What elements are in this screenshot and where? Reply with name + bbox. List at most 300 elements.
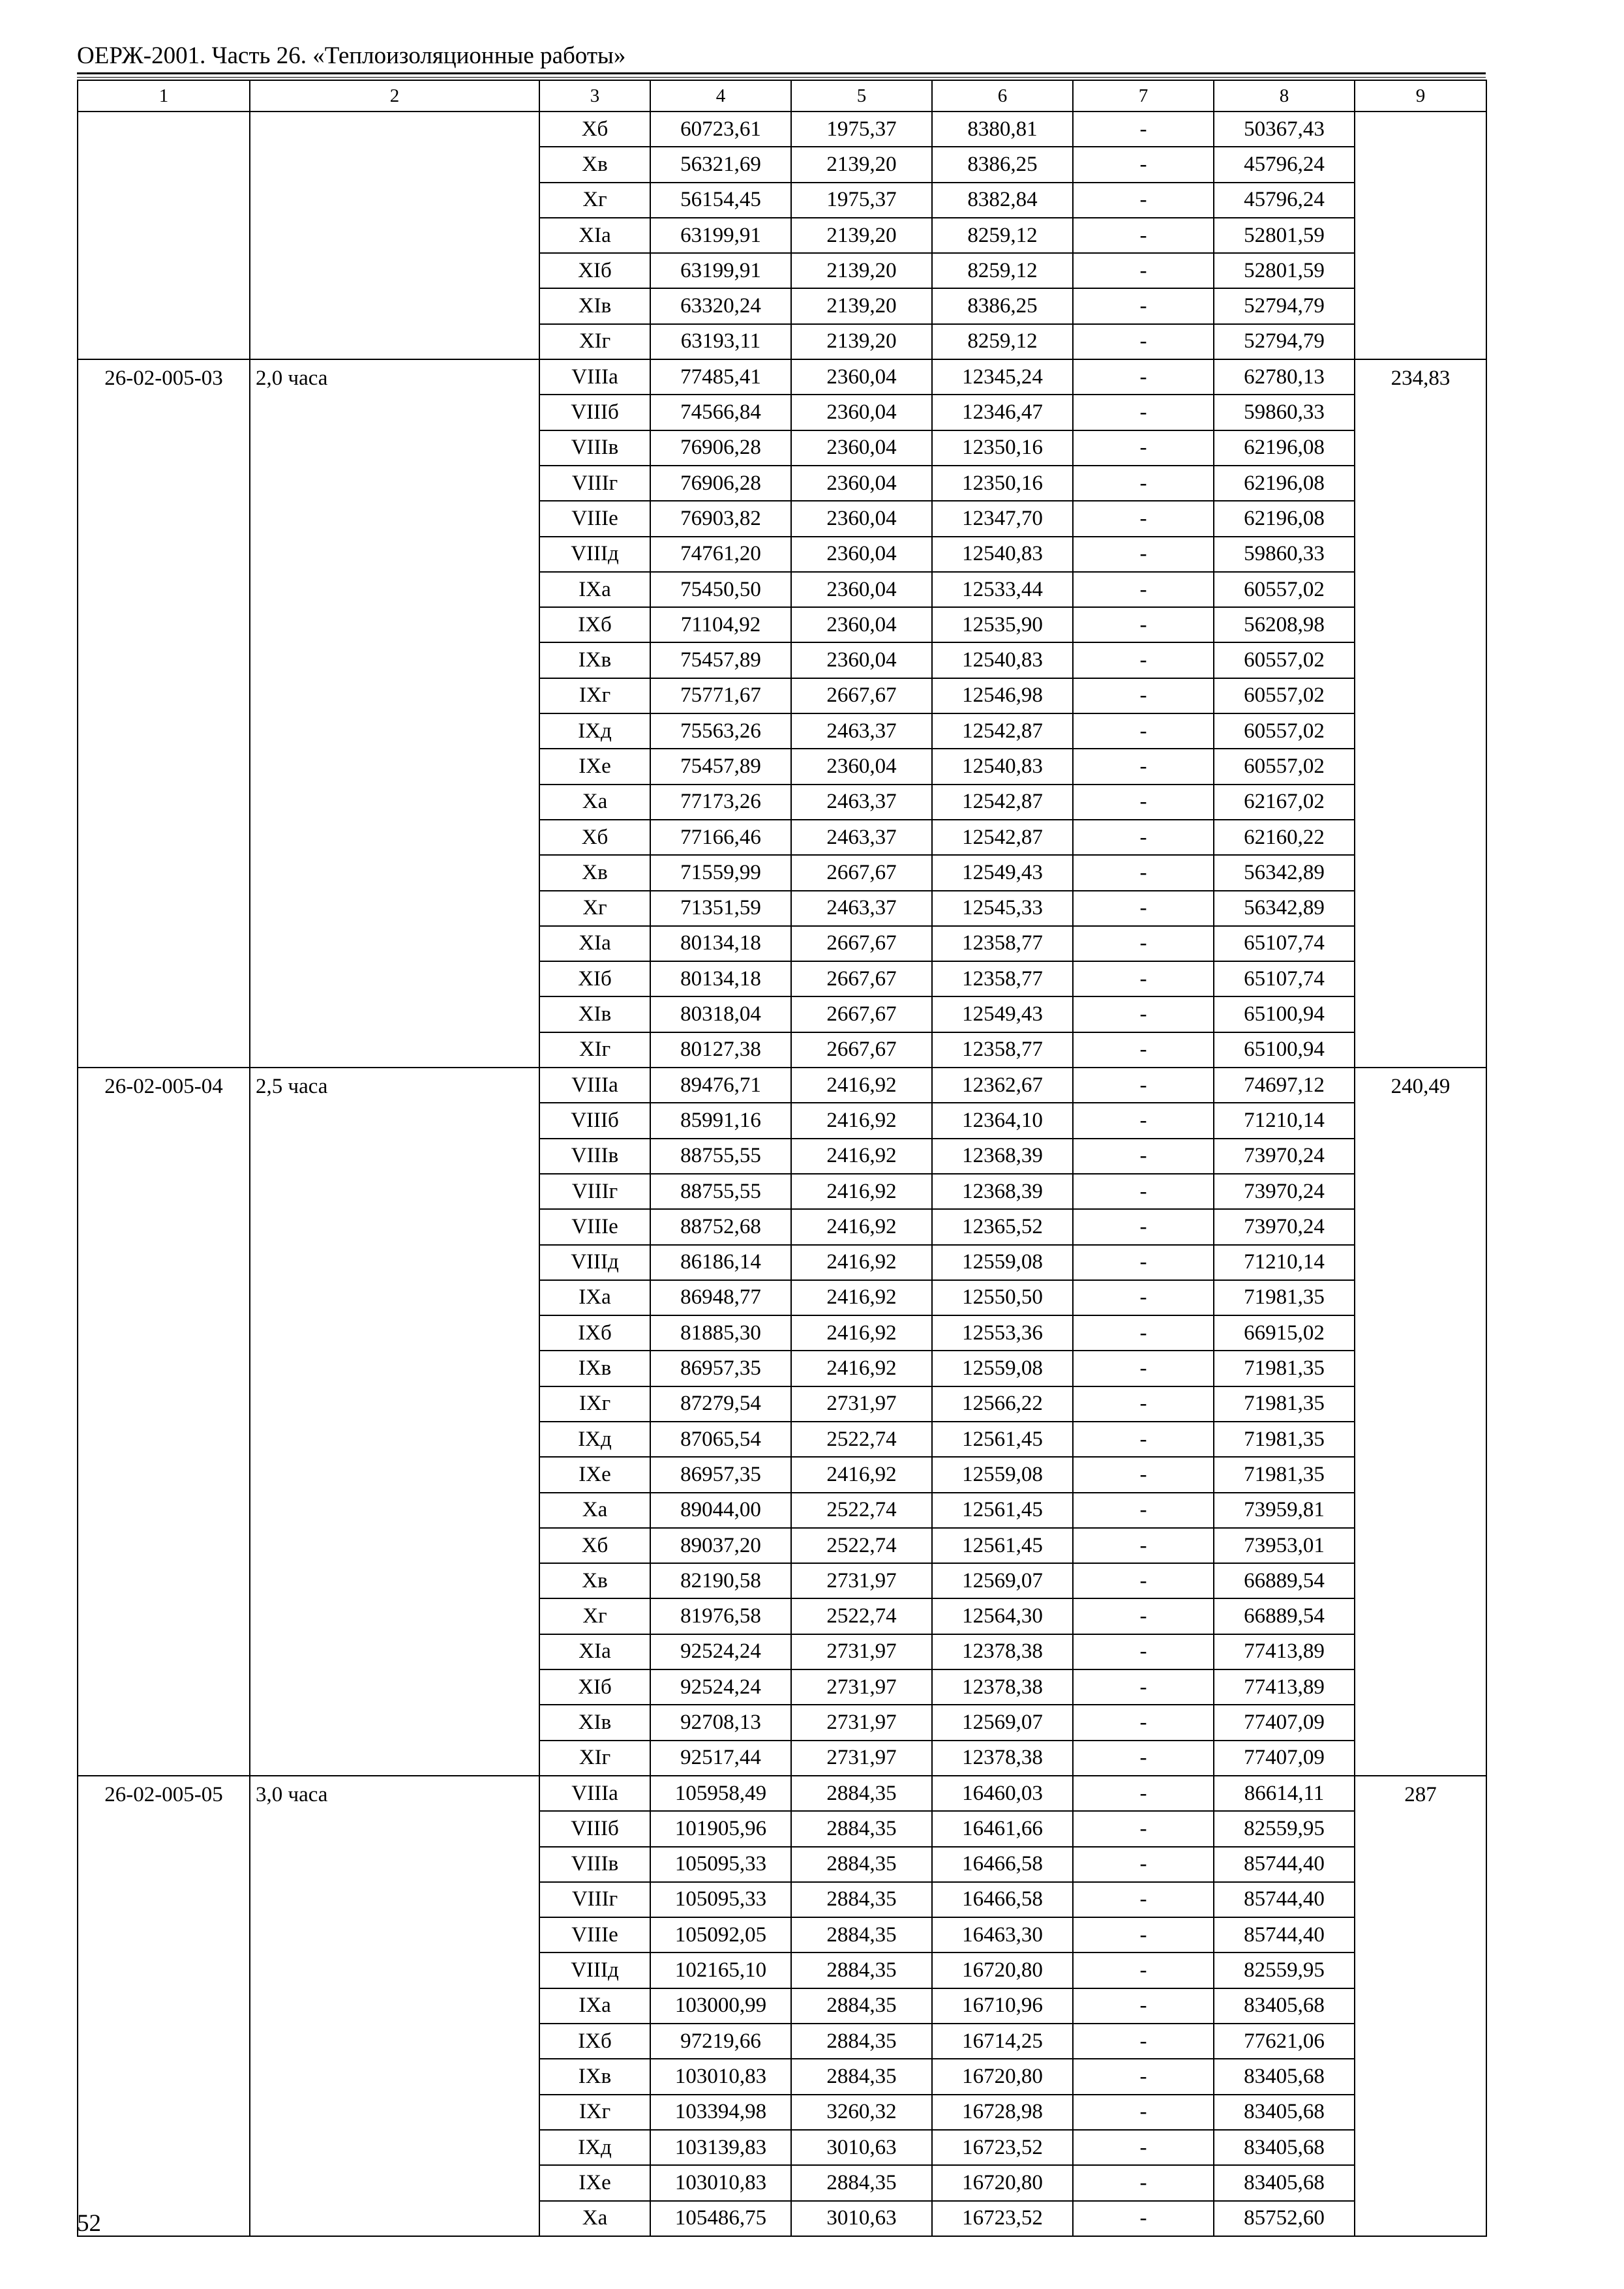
machine-cell: 12553,36 xyxy=(932,1315,1073,1351)
wage-cell: 2463,37 xyxy=(791,785,932,820)
machine-cell: 12540,83 xyxy=(932,642,1073,678)
cost-cell: 77485,41 xyxy=(650,359,791,395)
machine-cell: 16710,96 xyxy=(932,1988,1073,2024)
driver-wage-cell: - xyxy=(1073,501,1214,536)
driver-wage-cell: - xyxy=(1073,1245,1214,1280)
zone-cell: IXд xyxy=(539,2130,650,2165)
wage-cell: 3010,63 xyxy=(791,2130,932,2165)
cost-cell: 75771,67 xyxy=(650,678,791,713)
price-table-body xyxy=(78,80,1486,2236)
material-cell: 56342,89 xyxy=(1214,855,1355,890)
column-number: 4 xyxy=(650,80,791,112)
wage-cell: 2667,67 xyxy=(791,926,932,961)
labor-cost-cell: 240,49 xyxy=(1355,1068,1486,1776)
material-cell: 62167,02 xyxy=(1214,785,1355,820)
cost-cell: 75450,50 xyxy=(650,572,791,607)
wage-cell: 2360,04 xyxy=(791,395,932,430)
machine-cell: 16720,80 xyxy=(932,1952,1073,1988)
cost-cell: 105486,75 xyxy=(650,2201,791,2236)
wage-cell: 3010,63 xyxy=(791,2201,932,2236)
machine-cell: 8259,12 xyxy=(932,324,1073,359)
driver-wage-cell: - xyxy=(1073,926,1214,961)
wage-cell: 2139,20 xyxy=(791,147,932,182)
machine-cell: 8386,25 xyxy=(932,147,1073,182)
zone-cell: Xa xyxy=(539,2201,650,2236)
zone-cell: IXв xyxy=(539,1351,650,1386)
wage-cell: 2884,35 xyxy=(791,1917,932,1952)
machine-cell: 16463,30 xyxy=(932,1917,1073,1952)
zone-cell: Хб xyxy=(539,112,650,147)
material-cell: 56342,89 xyxy=(1214,891,1355,926)
zone-cell: VIIIв xyxy=(539,430,650,466)
wage-cell: 2416,92 xyxy=(791,1315,932,1351)
cost-cell: 88755,55 xyxy=(650,1174,791,1209)
wage-cell: 2884,35 xyxy=(791,2059,932,2094)
wage-cell: 2884,35 xyxy=(791,1811,932,1846)
column-number: 3 xyxy=(539,80,650,112)
zone-cell: Хг xyxy=(539,891,650,926)
wage-cell: 2731,97 xyxy=(791,1634,932,1669)
wage-cell: 2667,67 xyxy=(791,961,932,996)
cost-cell: 80127,38 xyxy=(650,1032,791,1068)
driver-wage-cell: - xyxy=(1073,607,1214,642)
machine-cell: 16461,66 xyxy=(932,1811,1073,1846)
cost-cell: 75457,89 xyxy=(650,749,791,784)
machine-cell: 16466,58 xyxy=(932,1847,1073,1882)
zone-cell: Хв xyxy=(539,147,650,182)
zone-cell: XIб xyxy=(539,1669,650,1705)
material-cell: 71981,35 xyxy=(1214,1386,1355,1422)
machine-cell: 16720,80 xyxy=(932,2165,1073,2200)
wage-cell: 2416,92 xyxy=(791,1103,932,1138)
wage-cell: 2884,35 xyxy=(791,1952,932,1988)
cost-cell: 86957,35 xyxy=(650,1457,791,1492)
zone-cell: VIIIг xyxy=(539,1174,650,1209)
zone-cell: XIa xyxy=(539,218,650,253)
zone-cell: XIв xyxy=(539,288,650,323)
material-cell: 77407,09 xyxy=(1214,1741,1355,1776)
zone-cell: Xa xyxy=(539,785,650,820)
cost-cell: 63199,91 xyxy=(650,218,791,253)
cost-cell: 74761,20 xyxy=(650,537,791,572)
material-cell: 52794,79 xyxy=(1214,288,1355,323)
driver-wage-cell: - xyxy=(1073,2024,1214,2059)
cost-cell: 77173,26 xyxy=(650,785,791,820)
machine-cell: 16728,98 xyxy=(932,2095,1073,2130)
table-row xyxy=(78,112,1486,147)
material-cell: 73959,81 xyxy=(1214,1493,1355,1528)
wage-cell: 2416,92 xyxy=(791,1139,932,1174)
zone-cell: IXa xyxy=(539,1988,650,2024)
wage-cell: 2360,04 xyxy=(791,749,932,784)
cost-cell: 103010,83 xyxy=(650,2059,791,2094)
material-cell: 59860,33 xyxy=(1214,395,1355,430)
machine-cell: 12358,77 xyxy=(932,961,1073,996)
labor-cost-cell: 287 xyxy=(1355,1776,1486,2236)
cost-cell: 89044,00 xyxy=(650,1493,791,1528)
material-cell: 65100,94 xyxy=(1214,996,1355,1032)
zone-cell: VIIIв xyxy=(539,1139,650,1174)
material-cell: 85744,40 xyxy=(1214,1917,1355,1952)
cost-cell: 89476,71 xyxy=(650,1068,791,1103)
zone-cell: VIIIг xyxy=(539,1882,650,1917)
wage-cell: 2463,37 xyxy=(791,820,932,855)
wage-cell: 2884,35 xyxy=(791,2165,932,2200)
zone-cell: VIIIб xyxy=(539,395,650,430)
zone-cell: IXд xyxy=(539,713,650,749)
material-cell: 71981,35 xyxy=(1214,1280,1355,1315)
zone-cell: VIIIд xyxy=(539,1245,650,1280)
material-cell: 74697,12 xyxy=(1214,1068,1355,1103)
material-cell: 71210,14 xyxy=(1214,1103,1355,1138)
driver-wage-cell: - xyxy=(1073,749,1214,784)
zone-cell: VIIIб xyxy=(539,1103,650,1138)
material-cell: 77621,06 xyxy=(1214,2024,1355,2059)
material-cell: 71981,35 xyxy=(1214,1457,1355,1492)
driver-wage-cell: - xyxy=(1073,112,1214,147)
cost-cell: 74566,84 xyxy=(650,395,791,430)
material-cell: 60557,02 xyxy=(1214,572,1355,607)
machine-cell: 12362,67 xyxy=(932,1068,1073,1103)
table-row xyxy=(78,1776,1486,1811)
zone-cell: Хб xyxy=(539,1528,650,1563)
machine-cell: 12350,16 xyxy=(932,430,1073,466)
wage-cell: 2360,04 xyxy=(791,642,932,678)
zone-cell: XIг xyxy=(539,1032,650,1068)
material-cell: 83405,68 xyxy=(1214,2059,1355,2094)
material-cell: 65100,94 xyxy=(1214,1032,1355,1068)
driver-wage-cell: - xyxy=(1073,2059,1214,2094)
machine-cell: 12358,77 xyxy=(932,926,1073,961)
machine-cell: 12364,10 xyxy=(932,1103,1073,1138)
zone-cell: VIIIд xyxy=(539,1952,650,1988)
material-cell: 62196,08 xyxy=(1214,501,1355,536)
cost-cell: 85991,16 xyxy=(650,1103,791,1138)
cost-cell: 105095,33 xyxy=(650,1847,791,1882)
column-number: 7 xyxy=(1073,80,1214,112)
driver-wage-cell: - xyxy=(1073,1528,1214,1563)
machine-cell: 12566,22 xyxy=(932,1386,1073,1422)
driver-wage-cell: - xyxy=(1073,1741,1214,1776)
zone-cell: IXв xyxy=(539,2059,650,2094)
material-cell: 77413,89 xyxy=(1214,1669,1355,1705)
driver-wage-cell: - xyxy=(1073,996,1214,1032)
machine-cell: 12535,90 xyxy=(932,607,1073,642)
wage-cell: 2416,92 xyxy=(791,1068,932,1103)
driver-wage-cell: - xyxy=(1073,1811,1214,1846)
column-number: 2 xyxy=(250,80,539,112)
machine-cell: 12549,43 xyxy=(932,855,1073,890)
machine-cell: 12559,08 xyxy=(932,1351,1073,1386)
column-number: 6 xyxy=(932,80,1073,112)
machine-cell: 12350,16 xyxy=(932,466,1073,501)
cost-cell: 71104,92 xyxy=(650,607,791,642)
driver-wage-cell: - xyxy=(1073,1882,1214,1917)
material-cell: 45796,24 xyxy=(1214,183,1355,218)
wage-cell: 2360,04 xyxy=(791,572,932,607)
driver-wage-cell: - xyxy=(1073,1634,1214,1669)
column-number: 9 xyxy=(1355,80,1486,112)
cost-cell: 76903,82 xyxy=(650,501,791,536)
labor-cost-cell xyxy=(1355,112,1486,359)
machine-cell: 12542,87 xyxy=(932,713,1073,749)
cost-cell: 103139,83 xyxy=(650,2130,791,2165)
zone-cell: Хв xyxy=(539,855,650,890)
machine-cell: 12345,24 xyxy=(932,359,1073,395)
zone-cell: Хб xyxy=(539,820,650,855)
wage-cell: 2360,04 xyxy=(791,537,932,572)
zone-cell: IXд xyxy=(539,1422,650,1457)
cost-cell: 86186,14 xyxy=(650,1245,791,1280)
cost-cell: 56154,45 xyxy=(650,183,791,218)
wage-cell: 2667,67 xyxy=(791,855,932,890)
cost-cell: 63193,11 xyxy=(650,324,791,359)
machine-cell: 12561,45 xyxy=(932,1493,1073,1528)
driver-wage-cell: - xyxy=(1073,678,1214,713)
zone-cell: VIIIе xyxy=(539,1209,650,1244)
zone-cell: IXб xyxy=(539,1315,650,1351)
zone-cell: Хв xyxy=(539,1563,650,1598)
material-cell: 85752,60 xyxy=(1214,2201,1355,2236)
page-number: 52 xyxy=(77,2210,101,2237)
driver-wage-cell: - xyxy=(1073,1351,1214,1386)
table-row xyxy=(78,359,1486,395)
zone-cell: Xa xyxy=(539,1493,650,1528)
wage-cell: 2360,04 xyxy=(791,466,932,501)
material-cell: 83405,68 xyxy=(1214,2130,1355,2165)
machine-cell: 16720,80 xyxy=(932,2059,1073,2094)
material-cell: 56208,98 xyxy=(1214,607,1355,642)
cost-cell: 80134,18 xyxy=(650,961,791,996)
machine-cell: 12378,38 xyxy=(932,1741,1073,1776)
machine-cell: 12569,07 xyxy=(932,1563,1073,1598)
column-number-row xyxy=(78,80,1486,112)
zone-cell: XIв xyxy=(539,996,650,1032)
cost-cell: 81885,30 xyxy=(650,1315,791,1351)
cost-cell: 103000,99 xyxy=(650,1988,791,2024)
wage-cell: 2416,92 xyxy=(791,1457,932,1492)
machine-cell: 8380,81 xyxy=(932,112,1073,147)
wage-cell: 2463,37 xyxy=(791,891,932,926)
cost-cell: 56321,69 xyxy=(650,147,791,182)
driver-wage-cell: - xyxy=(1073,324,1214,359)
driver-wage-cell: - xyxy=(1073,253,1214,288)
driver-wage-cell: - xyxy=(1073,1917,1214,1952)
driver-wage-cell: - xyxy=(1073,147,1214,182)
zone-cell: VIIIе xyxy=(539,1917,650,1952)
wage-cell: 2884,35 xyxy=(791,1776,932,1811)
header-rule-thin xyxy=(77,77,1486,78)
machine-cell: 12559,08 xyxy=(932,1245,1073,1280)
wage-cell: 2731,97 xyxy=(791,1705,932,1740)
material-cell: 83405,68 xyxy=(1214,1988,1355,2024)
wage-cell: 1975,37 xyxy=(791,183,932,218)
cost-cell: 88752,68 xyxy=(650,1209,791,1244)
zone-cell: IXе xyxy=(539,749,650,784)
wage-cell: 2139,20 xyxy=(791,288,932,323)
wage-cell: 2139,20 xyxy=(791,218,932,253)
cost-cell: 103010,83 xyxy=(650,2165,791,2200)
rate-code-cell: 26-02-005-04 xyxy=(78,1068,250,1776)
material-cell: 85744,40 xyxy=(1214,1847,1355,1882)
zone-cell: IXб xyxy=(539,2024,650,2059)
material-cell: 62196,08 xyxy=(1214,430,1355,466)
material-cell: 66915,02 xyxy=(1214,1315,1355,1351)
driver-wage-cell: - xyxy=(1073,430,1214,466)
zone-cell: XIб xyxy=(539,253,650,288)
cost-cell: 75563,26 xyxy=(650,713,791,749)
wage-cell: 2884,35 xyxy=(791,1847,932,1882)
driver-wage-cell: - xyxy=(1073,1776,1214,1811)
machine-cell: 12368,39 xyxy=(932,1174,1073,1209)
wage-cell: 1975,37 xyxy=(791,112,932,147)
table-row xyxy=(78,1068,1486,1103)
machine-cell: 12358,77 xyxy=(932,1032,1073,1068)
driver-wage-cell: - xyxy=(1073,891,1214,926)
machine-cell: 16460,03 xyxy=(932,1776,1073,1811)
wage-cell: 2360,04 xyxy=(791,430,932,466)
material-cell: 83405,68 xyxy=(1214,2095,1355,2130)
machine-cell: 12347,70 xyxy=(932,501,1073,536)
zone-cell: VIIIa xyxy=(539,1776,650,1811)
wage-cell: 2522,74 xyxy=(791,1422,932,1457)
cost-cell: 71559,99 xyxy=(650,855,791,890)
material-cell: 85744,40 xyxy=(1214,1882,1355,1917)
material-cell: 65107,74 xyxy=(1214,961,1355,996)
material-cell: 73953,01 xyxy=(1214,1528,1355,1563)
zone-cell: XIa xyxy=(539,1634,650,1669)
zone-cell: IXг xyxy=(539,678,650,713)
duration-cell: 3,0 часа xyxy=(250,1776,539,2236)
machine-cell: 12368,39 xyxy=(932,1139,1073,1174)
zone-cell: VIIIб xyxy=(539,1811,650,1846)
zone-cell: VIIIд xyxy=(539,537,650,572)
duration-cell: 2,5 часа xyxy=(250,1068,539,1776)
zone-cell: VIIIг xyxy=(539,466,650,501)
cost-cell: 86948,77 xyxy=(650,1280,791,1315)
zone-cell: VIIIе xyxy=(539,501,650,536)
material-cell: 50367,43 xyxy=(1214,112,1355,147)
material-cell: 82559,95 xyxy=(1214,1811,1355,1846)
labor-cost-cell: 234,83 xyxy=(1355,359,1486,1068)
machine-cell: 12561,45 xyxy=(932,1528,1073,1563)
driver-wage-cell: - xyxy=(1073,1457,1214,1492)
driver-wage-cell: - xyxy=(1073,961,1214,996)
driver-wage-cell: - xyxy=(1073,2165,1214,2200)
driver-wage-cell: - xyxy=(1073,855,1214,890)
machine-cell: 16466,58 xyxy=(932,1882,1073,1917)
wage-cell: 2360,04 xyxy=(791,501,932,536)
cost-cell: 102165,10 xyxy=(650,1952,791,1988)
duration-cell xyxy=(250,112,539,359)
zone-cell: XIг xyxy=(539,324,650,359)
driver-wage-cell: - xyxy=(1073,642,1214,678)
zone-cell: IXб xyxy=(539,607,650,642)
driver-wage-cell: - xyxy=(1073,395,1214,430)
price-table xyxy=(77,80,1487,2237)
material-cell: 73970,24 xyxy=(1214,1174,1355,1209)
machine-cell: 8259,12 xyxy=(932,253,1073,288)
driver-wage-cell: - xyxy=(1073,1280,1214,1315)
material-cell: 73970,24 xyxy=(1214,1209,1355,1244)
driver-wage-cell: - xyxy=(1073,572,1214,607)
cost-cell: 105092,05 xyxy=(650,1917,791,1952)
driver-wage-cell: - xyxy=(1073,1952,1214,1988)
column-number: 8 xyxy=(1214,80,1355,112)
machine-cell: 12533,44 xyxy=(932,572,1073,607)
machine-cell: 12561,45 xyxy=(932,1422,1073,1457)
machine-cell: 12378,38 xyxy=(932,1669,1073,1705)
material-cell: 71981,35 xyxy=(1214,1422,1355,1457)
cost-cell: 76906,28 xyxy=(650,430,791,466)
cost-cell: 101905,96 xyxy=(650,1811,791,1846)
zone-cell: IXa xyxy=(539,1280,650,1315)
driver-wage-cell: - xyxy=(1073,820,1214,855)
machine-cell: 12559,08 xyxy=(932,1457,1073,1492)
cost-cell: 87065,54 xyxy=(650,1422,791,1457)
cost-cell: 71351,59 xyxy=(650,891,791,926)
driver-wage-cell: - xyxy=(1073,1068,1214,1103)
machine-cell: 16723,52 xyxy=(932,2201,1073,2236)
material-cell: 60557,02 xyxy=(1214,642,1355,678)
driver-wage-cell: - xyxy=(1073,1705,1214,1740)
wage-cell: 2731,97 xyxy=(791,1386,932,1422)
wage-cell: 3260,32 xyxy=(791,2095,932,2130)
driver-wage-cell: - xyxy=(1073,1422,1214,1457)
driver-wage-cell: - xyxy=(1073,1139,1214,1174)
driver-wage-cell: - xyxy=(1073,466,1214,501)
machine-cell: 8382,84 xyxy=(932,183,1073,218)
material-cell: 62196,08 xyxy=(1214,466,1355,501)
machine-cell: 12346,47 xyxy=(932,395,1073,430)
driver-wage-cell: - xyxy=(1073,2095,1214,2130)
cost-cell: 77166,46 xyxy=(650,820,791,855)
driver-wage-cell: - xyxy=(1073,2130,1214,2165)
driver-wage-cell: - xyxy=(1073,288,1214,323)
wage-cell: 2667,67 xyxy=(791,678,932,713)
cost-cell: 80318,04 xyxy=(650,996,791,1032)
driver-wage-cell: - xyxy=(1073,1988,1214,2024)
material-cell: 83405,68 xyxy=(1214,2165,1355,2200)
material-cell: 62160,22 xyxy=(1214,820,1355,855)
machine-cell: 12365,52 xyxy=(932,1209,1073,1244)
material-cell: 71210,14 xyxy=(1214,1245,1355,1280)
material-cell: 60557,02 xyxy=(1214,713,1355,749)
zone-cell: IXе xyxy=(539,1457,650,1492)
zone-cell: IXг xyxy=(539,2095,650,2130)
zone-cell: Хг xyxy=(539,1598,650,1634)
material-cell: 52801,59 xyxy=(1214,253,1355,288)
cost-cell: 105095,33 xyxy=(650,1882,791,1917)
material-cell: 66889,54 xyxy=(1214,1598,1355,1634)
machine-cell: 12564,30 xyxy=(932,1598,1073,1634)
machine-cell: 12542,87 xyxy=(932,785,1073,820)
zone-cell: Хг xyxy=(539,183,650,218)
material-cell: 73970,24 xyxy=(1214,1139,1355,1174)
cost-cell: 63320,24 xyxy=(650,288,791,323)
material-cell: 60557,02 xyxy=(1214,749,1355,784)
material-cell: 77413,89 xyxy=(1214,1634,1355,1669)
cost-cell: 76906,28 xyxy=(650,466,791,501)
driver-wage-cell: - xyxy=(1073,1103,1214,1138)
machine-cell: 8386,25 xyxy=(932,288,1073,323)
material-cell: 77407,09 xyxy=(1214,1705,1355,1740)
cost-cell: 103394,98 xyxy=(650,2095,791,2130)
machine-cell: 12540,83 xyxy=(932,537,1073,572)
wage-cell: 2884,35 xyxy=(791,2024,932,2059)
material-cell: 52801,59 xyxy=(1214,218,1355,253)
wage-cell: 2360,04 xyxy=(791,359,932,395)
